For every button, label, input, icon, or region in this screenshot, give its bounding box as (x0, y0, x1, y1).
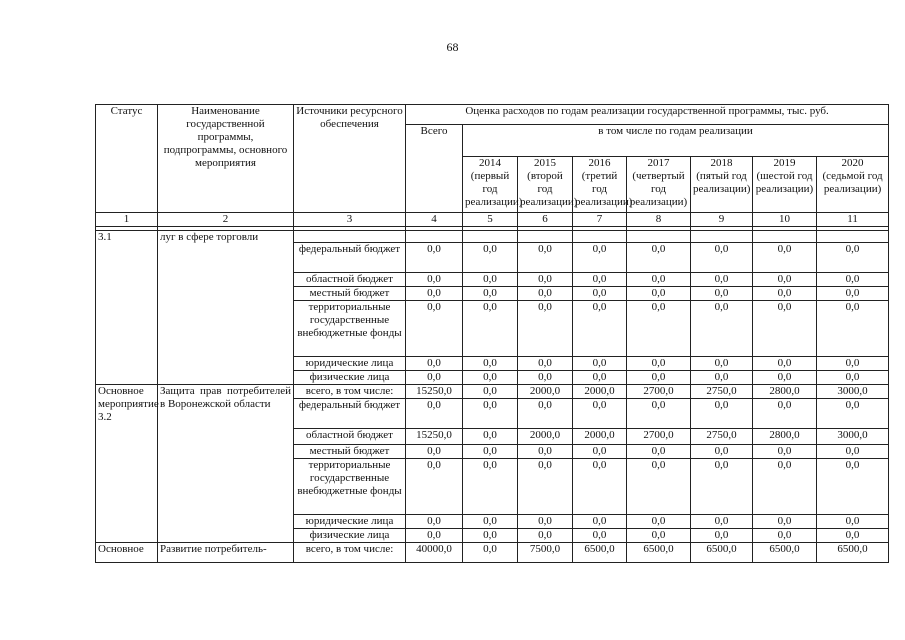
source-label: всего, в том числе: (294, 385, 406, 399)
column-number: 5 (463, 213, 518, 227)
value-cell: 0,0 (691, 515, 753, 529)
value-cell: 0,0 (753, 371, 817, 385)
value-cell: 0,0 (406, 371, 463, 385)
value-cell: 0,0 (691, 243, 753, 273)
value-cell: 0,0 (463, 287, 518, 301)
value-cell: 0,0 (463, 385, 518, 399)
value-cell: 0,0 (817, 399, 889, 429)
value-cell: 0,0 (573, 529, 627, 543)
source-label: всего, в том числе: (294, 543, 406, 563)
value-cell: 2750,0 (691, 385, 753, 399)
year-header: 2014 (первый год реализации) (463, 157, 518, 213)
value-cell: 2000,0 (573, 385, 627, 399)
header-by-years: в том числе по годам реализации (463, 125, 889, 157)
source-label: физические лица (294, 529, 406, 543)
value-cell: 0,0 (463, 243, 518, 273)
column-number: 1 (96, 213, 158, 227)
value-cell: 0,0 (691, 301, 753, 357)
header-program-name: Наименование государственной программы, подпрограммы, основного мероприятия (158, 105, 294, 213)
value-cell: 0,0 (627, 301, 691, 357)
value-cell: 0,0 (406, 357, 463, 371)
column-number: 8 (627, 213, 691, 227)
value-cell: 0,0 (518, 371, 573, 385)
value-cell: 6500,0 (573, 543, 627, 563)
value-cell: 0,0 (691, 357, 753, 371)
source-label: областной бюджет (294, 273, 406, 287)
value-cell: 0,0 (753, 273, 817, 287)
source-label: федеральный бюджет (294, 243, 406, 273)
value-cell: 0,0 (463, 371, 518, 385)
value-cell: 0,0 (753, 243, 817, 273)
value-cell: 0,0 (463, 301, 518, 357)
empty-cell (627, 231, 691, 243)
source-label: территориальные государственные внебюджетные фонды (294, 301, 406, 357)
value-cell: 0,0 (573, 243, 627, 273)
empty-cell (691, 231, 753, 243)
value-cell: 0,0 (627, 371, 691, 385)
value-cell: 40000,0 (406, 543, 463, 563)
value-cell: 0,0 (573, 399, 627, 429)
value-cell: 0,0 (817, 529, 889, 543)
value-cell: 0,0 (518, 243, 573, 273)
value-cell: 0,0 (463, 429, 518, 445)
value-cell: 0,0 (627, 459, 691, 515)
value-cell: 0,0 (691, 529, 753, 543)
year-header: 2016 (третий год реализации) (573, 157, 627, 213)
value-cell: 0,0 (518, 529, 573, 543)
section-name: Защита прав потребителей в Воронежской области (158, 385, 294, 543)
value-cell: 0,0 (817, 287, 889, 301)
value-cell: 0,0 (627, 243, 691, 273)
value-cell: 0,0 (627, 357, 691, 371)
value-cell: 0,0 (691, 399, 753, 429)
value-cell: 0,0 (817, 459, 889, 515)
value-cell: 0,0 (518, 515, 573, 529)
value-cell: 0,0 (463, 543, 518, 563)
empty-cell (753, 231, 817, 243)
value-cell: 0,0 (691, 273, 753, 287)
value-cell: 2750,0 (691, 429, 753, 445)
value-cell: 0,0 (627, 273, 691, 287)
value-cell: 0,0 (753, 357, 817, 371)
empty-cell (406, 231, 463, 243)
value-cell: 0,0 (463, 459, 518, 515)
year-header: 2018 (пятый год реализации) (691, 157, 753, 213)
value-cell: 0,0 (518, 301, 573, 357)
value-cell: 2800,0 (753, 385, 817, 399)
value-cell: 0,0 (518, 399, 573, 429)
value-cell: 0,0 (753, 529, 817, 543)
value-cell: 0,0 (817, 371, 889, 385)
source-label: юридические лица (294, 357, 406, 371)
section-status: Основное (96, 543, 158, 563)
header-estimate: Оценка расходов по годам реализации государственной программы, тыс. руб. (406, 105, 889, 125)
value-cell: 0,0 (406, 529, 463, 543)
budget-table (95, 104, 889, 563)
year-header: 2015 (второй год реализации) (518, 157, 573, 213)
year-header: 2020 (седьмой год реализации) (817, 157, 889, 213)
value-cell: 0,0 (753, 399, 817, 429)
value-cell: 3000,0 (817, 429, 889, 445)
value-cell: 0,0 (817, 301, 889, 357)
value-cell: 6500,0 (691, 543, 753, 563)
value-cell: 0,0 (573, 357, 627, 371)
empty-cell (573, 231, 627, 243)
value-cell: 0,0 (463, 515, 518, 529)
source-label: федеральный бюджет (294, 399, 406, 429)
empty-cell (294, 231, 406, 243)
column-number: 10 (753, 213, 817, 227)
section-status: Основное мероприятие 3.2 (96, 385, 158, 543)
value-cell: 0,0 (627, 445, 691, 459)
section-name: Развитие потребитель- (158, 543, 294, 563)
section-name: луг в сфере торговли (158, 231, 294, 385)
value-cell: 2700,0 (627, 429, 691, 445)
source-label: физические лица (294, 371, 406, 385)
value-cell: 0,0 (691, 287, 753, 301)
value-cell: 3000,0 (817, 385, 889, 399)
source-label: юридические лица (294, 515, 406, 529)
value-cell: 0,0 (406, 273, 463, 287)
value-cell: 7500,0 (518, 543, 573, 563)
value-cell: 2700,0 (627, 385, 691, 399)
value-cell: 0,0 (753, 445, 817, 459)
value-cell: 0,0 (518, 273, 573, 287)
column-number: 11 (817, 213, 889, 227)
value-cell: 0,0 (691, 459, 753, 515)
value-cell: 0,0 (691, 445, 753, 459)
value-cell: 0,0 (518, 287, 573, 301)
value-cell: 0,0 (753, 301, 817, 357)
value-cell: 0,0 (406, 459, 463, 515)
value-cell: 0,0 (627, 287, 691, 301)
value-cell: 0,0 (691, 371, 753, 385)
value-cell: 0,0 (817, 515, 889, 529)
value-cell: 0,0 (406, 445, 463, 459)
value-cell: 0,0 (817, 357, 889, 371)
value-cell: 0,0 (463, 273, 518, 287)
empty-cell (817, 231, 889, 243)
value-cell: 0,0 (573, 515, 627, 529)
value-cell: 6500,0 (753, 543, 817, 563)
value-cell: 0,0 (573, 459, 627, 515)
value-cell: 0,0 (463, 445, 518, 459)
empty-cell (463, 231, 518, 243)
value-cell: 0,0 (627, 515, 691, 529)
value-cell: 0,0 (406, 301, 463, 357)
source-label: местный бюджет (294, 445, 406, 459)
column-number: 3 (294, 213, 406, 227)
value-cell: 0,0 (518, 445, 573, 459)
value-cell: 2000,0 (518, 429, 573, 445)
value-cell: 0,0 (406, 287, 463, 301)
value-cell: 6500,0 (627, 543, 691, 563)
empty-cell (518, 231, 573, 243)
value-cell: 0,0 (627, 529, 691, 543)
value-cell: 0,0 (518, 459, 573, 515)
value-cell: 0,0 (573, 445, 627, 459)
source-label: территориальные государственные внебюджетные фонды (294, 459, 406, 515)
value-cell: 6500,0 (817, 543, 889, 563)
column-number: 6 (518, 213, 573, 227)
column-number: 4 (406, 213, 463, 227)
source-label: местный бюджет (294, 287, 406, 301)
value-cell: 0,0 (573, 287, 627, 301)
value-cell: 15250,0 (406, 385, 463, 399)
year-header: 2017 (четвертый год реализации) (627, 157, 691, 213)
value-cell: 0,0 (817, 243, 889, 273)
value-cell: 0,0 (573, 371, 627, 385)
section-status: 3.1 (96, 231, 158, 385)
header-sources: Источники ресурсного обеспечения (294, 105, 406, 213)
value-cell: 0,0 (753, 515, 817, 529)
source-label: областной бюджет (294, 429, 406, 445)
value-cell: 0,0 (817, 445, 889, 459)
value-cell: 2000,0 (573, 429, 627, 445)
value-cell: 2000,0 (518, 385, 573, 399)
value-cell: 0,0 (817, 273, 889, 287)
value-cell: 0,0 (518, 357, 573, 371)
value-cell: 0,0 (753, 459, 817, 515)
column-number: 9 (691, 213, 753, 227)
value-cell: 2800,0 (753, 429, 817, 445)
column-number: 7 (573, 213, 627, 227)
value-cell: 0,0 (627, 399, 691, 429)
value-cell: 0,0 (463, 357, 518, 371)
value-cell: 0,0 (463, 529, 518, 543)
value-cell: 0,0 (753, 287, 817, 301)
value-cell: 0,0 (573, 301, 627, 357)
column-number: 2 (158, 213, 294, 227)
year-header: 2019 (шестой год реализации) (753, 157, 817, 213)
value-cell: 0,0 (573, 273, 627, 287)
header-status: Статус (96, 105, 158, 213)
value-cell: 0,0 (406, 399, 463, 429)
value-cell: 0,0 (406, 515, 463, 529)
value-cell: 0,0 (463, 399, 518, 429)
value-cell: 0,0 (406, 243, 463, 273)
value-cell: 15250,0 (406, 429, 463, 445)
page-number: 68 (446, 40, 459, 54)
header-total: Всего (406, 125, 463, 213)
